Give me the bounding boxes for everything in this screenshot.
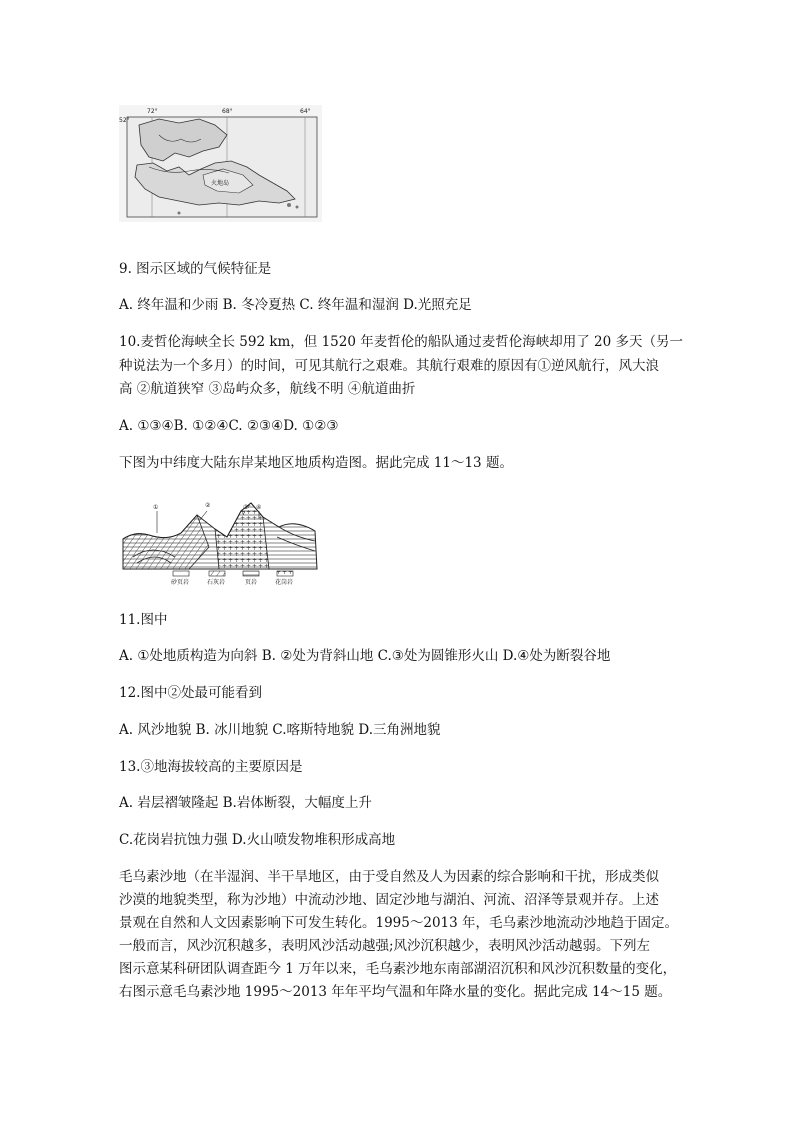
passage-line-5: 图示意某科研团队调查距今 1 万年以来，毛乌素沙地东南部湖沼沉积和风沙沉积数量的变化， — [119, 961, 677, 977]
marker-1: ① — [153, 504, 159, 511]
legend-granite: 花岗岩 — [275, 579, 294, 586]
q9-stem: 9. 图示区域的气候特征是 — [119, 261, 272, 277]
q9-options: A. 终年温和少雨 B. 冬冷夏热 C. 终年温和湿润 D.光照充足 — [119, 297, 472, 313]
passage-line-2: 沙漠的地貌类型，称为沙地）中流动沙地、固定沙地与湖泊、河流、沼泽等景观并存。上述 — [119, 892, 659, 908]
lon-label-68: 68° — [222, 108, 233, 115]
q10-options: A. ①③④B. ①②④C. ②③④D. ①②③ — [119, 418, 339, 434]
q11-stem: 11.图中 — [119, 612, 168, 628]
geology-section — [119, 497, 324, 587]
q13-options-1: A. 岩层褶皱隆起 B.岩体断裂，大幅度上升 — [119, 795, 372, 811]
intro-11-13: 下图为中纬度大陆东岸某地区地质构造图。据此完成 11～13 题。 — [119, 455, 513, 471]
q13-stem: 13.③地海拔较高的主要原因是 — [119, 759, 303, 775]
q10-line-2: 种说法为一个多月）的时间，可见其航行之艰难。其航行艰难的原因有①逆风航行，风大浪 — [119, 358, 659, 374]
strait-map — [119, 105, 322, 222]
strait-map-figure — [119, 105, 322, 222]
passage-line-4: 一般而言，风沙沉积越多，表明风沙活动越强;风沙沉积越少，表明风沙活动越弱。下列左 — [119, 938, 651, 954]
place-label: 火地岛 — [211, 180, 230, 187]
marker-2: ② — [205, 502, 211, 509]
passage-line-1: 毛乌素沙地（在半湿润、半干旱地区，由于受自然及人为因素的综合影响和干扰，形成类似 — [119, 869, 659, 885]
marker-4: ④ — [256, 504, 262, 511]
legend-limestone: 石灰岩 — [207, 579, 226, 586]
geology-section-figure — [119, 497, 324, 587]
passage-line-6: 右图示意毛乌素沙地 1995～2013 年年平均气温和年降水量的变化。据此完成 14～15 题。 — [119, 984, 672, 1000]
q10-line-1: 10.麦哲伦海峡全长 592 km，但 1520 年麦哲伦的船队通过麦哲伦海峡却用了 20 多天（另一 — [119, 334, 683, 350]
q12-options: A. 风沙地貌 B. 冰川地貌 C.喀斯特地貌 D.三角洲地貌 — [119, 722, 441, 738]
lon-label-64: 64° — [300, 108, 311, 115]
passage-line-3: 景观在自然和人文因素影响下可发生转化。1995～2013 年，毛乌素沙地流动沙地趋于固定。 — [119, 915, 679, 931]
lon-label-72: 72° — [147, 108, 158, 115]
legend-sandshale: 砂页岩 — [171, 579, 190, 586]
legend-shale: 页岩 — [245, 579, 258, 586]
lat-label-52: 52° — [119, 117, 130, 124]
q10-line-3: 高 ②航道狭窄 ③岛屿众多，航线不明 ④航道曲折 — [119, 381, 416, 397]
q13-options-2: C.花岗岩抗蚀力强 D.火山喷发物堆积形成高地 — [119, 832, 396, 848]
q11-options: A. ①处地质构造为向斜 B. ②处为背斜山地 C.③处为圆锥形火山 D.④处为断裂谷地 — [119, 648, 611, 664]
q12-stem: 12.图中②处最可能看到 — [119, 685, 262, 701]
marker-3: ③ — [243, 504, 249, 511]
